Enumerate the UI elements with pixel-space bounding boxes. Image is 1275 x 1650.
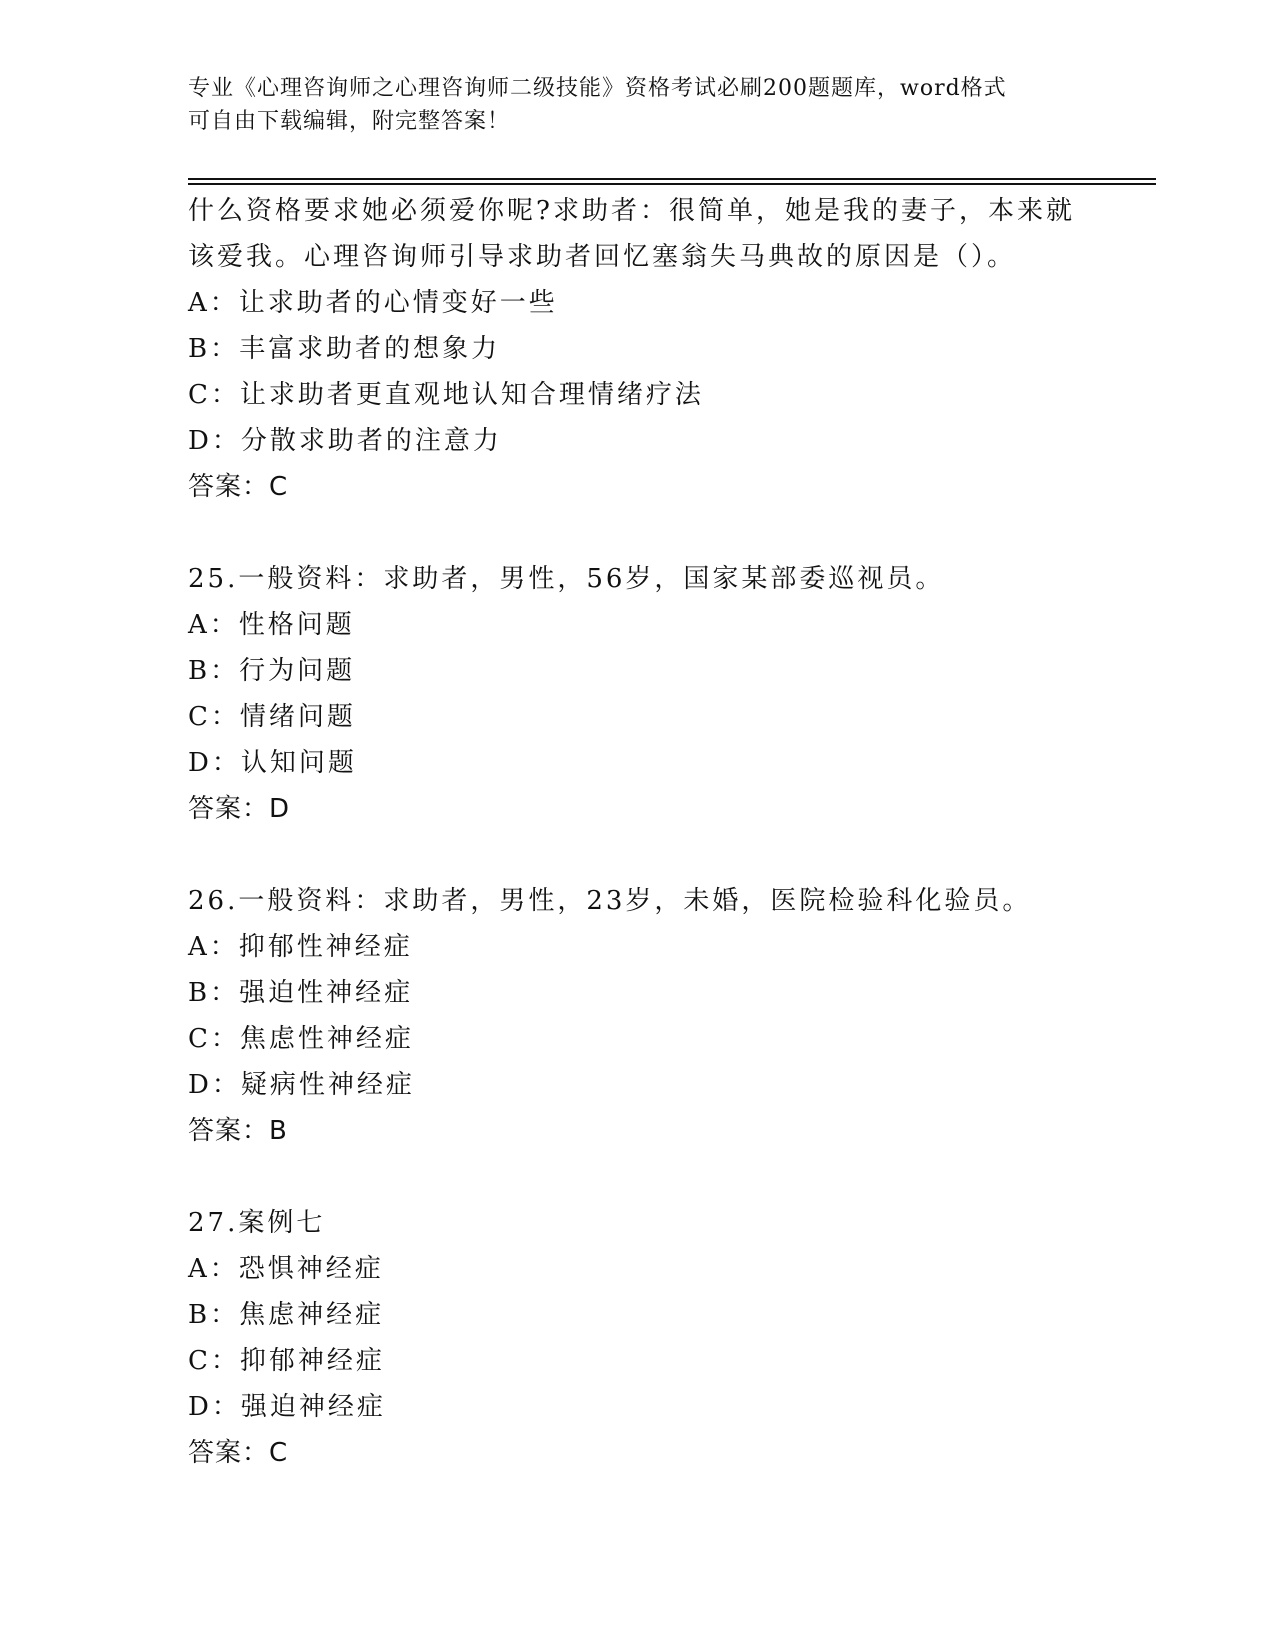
option-b: B：行为问题 — [188, 656, 356, 686]
document-header — [188, 72, 1088, 138]
answer-label: 答案：B — [188, 1116, 288, 1146]
option-c: C：抑郁神经症 — [188, 1346, 385, 1376]
option-a: A：抑郁性神经症 — [188, 932, 413, 962]
question-item — [188, 1200, 1148, 1476]
header-title-line-1: 专业《心理咨询师之心理咨询师二级技能》资格考试必刷200题题库，word格式 — [188, 76, 1007, 101]
question-item — [188, 556, 1148, 832]
option-c: C：让求助者更直观地认知合理情绪疗法 — [188, 380, 704, 410]
option-b: B：焦虑神经症 — [188, 1300, 385, 1330]
option-b: B：丰富求助者的想象力 — [188, 334, 501, 364]
question-item — [188, 188, 1148, 510]
answer-label: 答案：C — [188, 1438, 289, 1468]
spacer — [188, 1154, 1148, 1200]
header-divider-bottom — [188, 183, 1156, 185]
question-stem-line: 27.案例七 — [188, 1208, 326, 1238]
question-stem-line: 什么资格要求她必须爱你呢?求助者：很简单，她是我的妻子，本来就 — [188, 196, 1075, 226]
option-c: C：焦虑性神经症 — [188, 1024, 414, 1054]
question-list — [188, 188, 1148, 1476]
question-stem-line: 25.一般资料：求助者，男性，56岁，国家某部委巡视员。 — [188, 564, 945, 594]
option-d: D：认知问题 — [188, 748, 357, 778]
header-divider-top — [188, 178, 1156, 180]
header-title-line-2: 可自由下载编辑，附完整答案！ — [188, 109, 511, 134]
option-b: B：强迫性神经症 — [188, 978, 414, 1008]
option-d: D：分散求助者的注意力 — [188, 426, 502, 456]
answer-label: 答案：C — [188, 472, 289, 502]
option-d: D：强迫神经症 — [188, 1392, 386, 1422]
option-d: D：疑病性神经症 — [188, 1070, 415, 1100]
spacer — [188, 832, 1148, 878]
question-stem-line: 该爱我。心理咨询师引导求助者回忆塞翁失马典故的原因是（）。 — [188, 242, 1017, 272]
option-a: A：让求助者的心情变好一些 — [188, 288, 558, 318]
option-c: C：情绪问题 — [188, 702, 356, 732]
option-a: A：性格问题 — [188, 610, 355, 640]
spacer — [188, 510, 1148, 556]
answer-label: 答案：D — [188, 794, 291, 824]
question-stem-line: 26.一般资料：求助者，男性，23岁，未婚，医院检验科化验员。 — [188, 886, 1032, 916]
option-a: A：恐惧神经症 — [188, 1254, 384, 1284]
question-item — [188, 878, 1148, 1154]
